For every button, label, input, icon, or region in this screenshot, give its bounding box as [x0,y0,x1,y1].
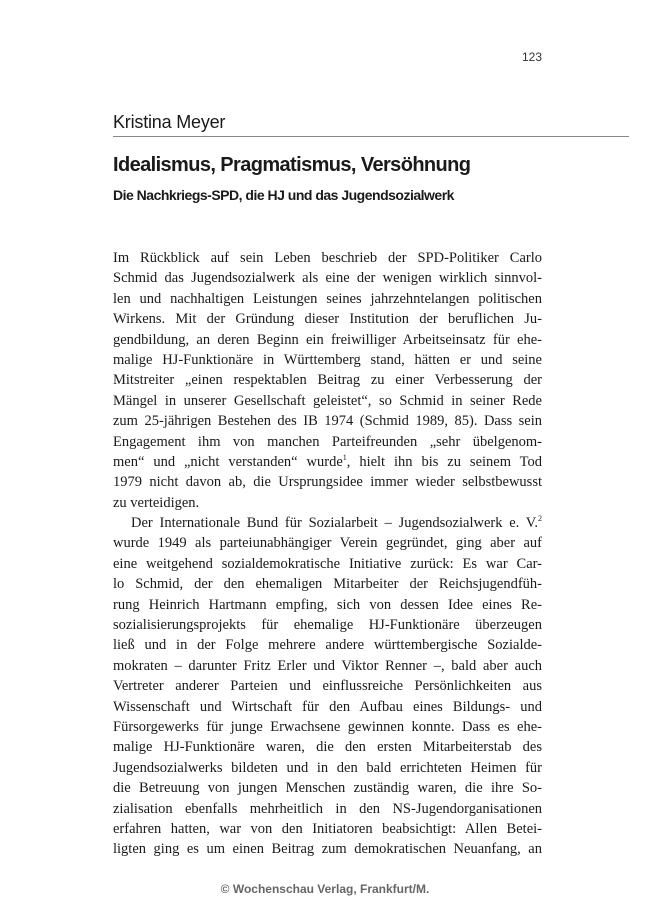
body-line: Engagement ihm von manchen Parteifreunden „sehr übelgenom- [113,433,542,450]
article-title: Idealismus, Pragmatismus, Versöhnung [113,154,471,176]
author-name: Kristina Meyer [113,112,226,132]
body-line: erfahren hatten, war von den Initiatoren beabsichtigt: Allen Betei- [113,820,542,837]
body-line: malige HJ-Funktionäre in Württemberg stand, hätten er und seine [113,351,542,368]
body-line-with-footnote [113,452,542,472]
copyright-notice: © Wochenschau Verlag, Frankfurt/M. [220,882,430,896]
body-line-tail: , hielt ihn bis zu seinem Tod [346,453,543,470]
body-line: gendbildung, an deren Beginn ein freiwilliger Arbeitseinsatz für ehe- [113,331,542,348]
body-line: Wissenschaft und Wirtschaft für den Aufbau eines Bildungs- und [113,698,542,715]
body-line: ligten ging es um einen Beitrag zum demokratischen Neuanfang, an [113,841,542,858]
body-line: malige HJ-Funktionäre waren, die den ersten Mitarbeiterstab des [113,739,542,756]
body-line: Mängel in unserer Gesellschaft geleistet“, so Schmid in seiner Rede [113,392,542,409]
body-line: die Betreuung von jungen Menschen zuständig waren, die ihre So- [113,780,542,797]
body-line: ließ und in der Folge mehrere andere württembergische Sozialde- [113,637,542,654]
body-line: Jugendsozialwerks bildeten und in den bald errichteten Heimen für [113,759,542,776]
body-line-with-footnote [113,513,542,533]
body-line: lo Schmid, der den ehemaligen Mitarbeiter der Reichsjugendfüh- [113,576,542,593]
body-line: rung Heinrich Hartmann empfing, sich von dessen Idee eines Re- [113,596,542,613]
body-line: mokraten – darunter Fritz Erler und Viktor Renner –, bald aber auch [113,657,542,674]
footnote-marker[interactable]: 2 [538,514,542,524]
body-line: len und nachhaltigen Leistungen seines jahrzehntelangen politischen [113,290,542,307]
body-text [113,248,542,860]
page-number: 123 [521,50,542,64]
body-line-head: Der Internationale Bund für Sozialarbeit – Jugendsozialwerk e. V. [131,515,538,532]
body-line: Schmid das Jugendsozialwerk als eine der wenigen wirklich sinnvol- [113,270,542,287]
body-line: zu verteidigen. [113,494,200,511]
body-line: Mitstreiter „einen respektablen Beitrag zu einer Verbesserung der [113,372,542,389]
body-line: zum 25-jährigen Bestehen des IB 1974 (Schmid 1989, 85). Dass sein [113,413,542,430]
body-line: Fürsorgewerks für junge Erwachsene gewinnen konnte. Dass es ehe- [113,718,542,735]
body-line: Im Rückblick auf sein Leben beschrieb der SPD-Politiker Carlo [113,250,542,266]
body-line: sozialisierungsprojekts für ehemalige HJ-Funktionäre überzeugen [113,617,542,634]
body-line: eine weitgehend sozialdemokratische Initiative zurück: Es war Car- [113,555,542,572]
body-line: wurde 1949 als parteiunabhängiger Verein gegründet, ging aber auf [113,535,542,552]
body-line-head: men“ und „nicht verstanden“ wurde [113,453,343,470]
footnote-marker[interactable]: 1 [342,452,347,462]
article-subtitle: Die Nachkriegs-SPD, die HJ und das Jugendsozialwerk [113,187,454,203]
body-line: Vertreter anderer Parteien und einflussreiche Persönlichkeiten aus [113,678,542,695]
body-line: zialisation ebenfalls mehrheitlich in den NS-Jugendorganisationen [113,800,542,817]
author-rule [113,136,629,137]
body-line: Wirkens. Mit der Gründung dieser Institution der beruflichen Ju- [113,311,542,328]
body-line: 1979 nicht davon ab, die Ursprungsidee immer wieder selbstbewusst [113,474,542,491]
